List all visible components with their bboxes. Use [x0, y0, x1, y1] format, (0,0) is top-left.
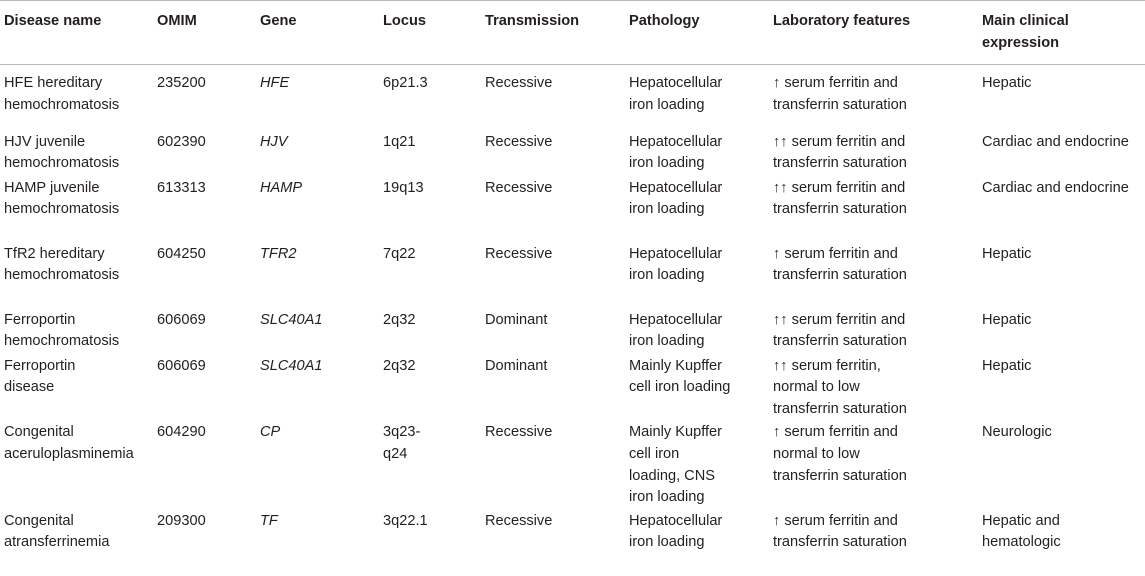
- cell-lab-features: ↑ serum ferritin and transferrin saturation: [773, 512, 907, 551]
- cell-gene: TFR2: [260, 245, 297, 262]
- cell-disease-name: Ferroportin hemochromatosis: [4, 311, 120, 350]
- cell-transmission: Recessive: [485, 245, 553, 262]
- cell-disease-name: HJV juvenile hemochromatosis: [4, 133, 120, 172]
- cell-disease-name: Congenital atransferrinemia: [4, 512, 110, 551]
- cell-disease-name: HFE hereditary hemochromatosis: [4, 75, 120, 113]
- cell-pathology: Hepatocellular iron loading: [629, 75, 723, 113]
- table-row: [0, 510, 1145, 576]
- cell-gene: SLC40A1: [260, 357, 323, 374]
- cell-omim: 613313: [157, 179, 206, 196]
- cell-gene: CP: [260, 424, 281, 441]
- cell-locus: 3q23-q24: [383, 424, 421, 463]
- header-pathology: Pathology: [629, 13, 700, 29]
- cell-clinical: Cardiac and endocrine: [982, 133, 1129, 150]
- cell-clinical: Neurologic: [982, 424, 1052, 441]
- cell-transmission: Recessive: [485, 133, 553, 150]
- cell-locus: 2q32: [383, 357, 416, 374]
- cell-pathology: Hepatocellular iron loading: [629, 311, 723, 350]
- cell-transmission: Dominant: [485, 311, 548, 328]
- cell-lab-features: ↑↑ serum ferritin and transferrin saturation: [773, 179, 907, 218]
- cell-lab-features: ↑ serum ferritin and transferrin saturation: [773, 245, 907, 284]
- cell-locus: 7q22: [383, 245, 416, 262]
- cell-lab-features: ↑↑ serum ferritin, normal to low transferrin saturation: [773, 357, 907, 417]
- cell-omim: 606069: [157, 357, 206, 374]
- header-clinical: Main clinical expression: [982, 13, 1069, 51]
- header-locus: Locus: [383, 13, 426, 29]
- table-row: [0, 309, 1145, 355]
- header-lab-features: Laboratory features: [773, 13, 911, 29]
- header-omim: OMIM: [157, 13, 197, 29]
- cell-pathology: Mainly Kupffer cell iron loading: [629, 357, 731, 396]
- cell-omim: 602390: [157, 133, 206, 150]
- cell-lab-features: ↑ serum ferritin and normal to low transferrin saturation: [773, 424, 907, 484]
- header-gene: Gene: [260, 13, 297, 29]
- cell-transmission: Dominant: [485, 357, 548, 374]
- cell-pathology: Mainly Kupffer cell iron loading, CNS iron loading: [629, 424, 723, 506]
- cell-locus: 2q32: [383, 311, 416, 328]
- header-disease-name: Disease name: [4, 13, 102, 29]
- cell-clinical: Hepatic: [982, 311, 1032, 328]
- cell-gene: TF: [260, 512, 278, 529]
- cell-omim: 235200: [157, 75, 206, 92]
- cell-locus: 1q21: [383, 133, 416, 150]
- cell-omim: 606069: [157, 311, 206, 328]
- cell-pathology: Hepatocellular iron loading: [629, 245, 723, 284]
- cell-disease-name: Ferroportin disease: [4, 357, 76, 396]
- table-row: [0, 131, 1145, 177]
- cell-clinical: Cardiac and endocrine: [982, 179, 1129, 196]
- table-row: [0, 65, 1145, 131]
- header-row: [0, 1, 1145, 65]
- cell-pathology: Hepatocellular iron loading: [629, 133, 723, 172]
- cell-transmission: Recessive: [485, 179, 553, 196]
- cell-locus: 19q13: [383, 179, 424, 196]
- table-row: [0, 243, 1145, 309]
- cell-disease-name: TfR2 hereditary hemochromatosis: [4, 245, 120, 284]
- cell-gene: HJV: [260, 133, 288, 150]
- table-row: [0, 355, 1145, 422]
- table-row: [0, 177, 1145, 243]
- cell-clinical: Hepatic and hematologic: [982, 512, 1061, 551]
- header-transmission: Transmission: [485, 13, 580, 29]
- cell-omim: 604250: [157, 245, 206, 262]
- cell-transmission: Recessive: [485, 75, 553, 92]
- cell-clinical: Hepatic: [982, 75, 1032, 92]
- cell-disease-name: Congenital aceruloplasminemia: [4, 424, 134, 463]
- cell-clinical: Hepatic: [982, 245, 1032, 262]
- cell-disease-name: HAMP juvenile hemochromatosis: [4, 179, 120, 218]
- cell-lab-features: ↑↑ serum ferritin and transferrin saturation: [773, 133, 907, 172]
- cell-lab-features: ↑↑ serum ferritin and transferrin saturation: [773, 311, 907, 350]
- cell-gene: SLC40A1: [260, 311, 323, 328]
- cell-clinical: Hepatic: [982, 357, 1032, 374]
- cell-locus: 6p21.3: [383, 75, 428, 92]
- cell-lab-features: ↑ serum ferritin and transferrin saturation: [773, 75, 907, 113]
- table-row: [0, 421, 1145, 509]
- cell-gene: HAMP: [260, 179, 303, 196]
- cell-locus: 3q22.1: [383, 512, 428, 529]
- cell-gene: HFE: [260, 75, 290, 92]
- cell-pathology: Hepatocellular iron loading: [629, 512, 723, 551]
- cell-omim: 604290: [157, 424, 206, 441]
- cell-transmission: Recessive: [485, 512, 553, 529]
- cell-transmission: Recessive: [485, 424, 553, 441]
- cell-omim: 209300: [157, 512, 206, 529]
- cell-pathology: Hepatocellular iron loading: [629, 179, 723, 218]
